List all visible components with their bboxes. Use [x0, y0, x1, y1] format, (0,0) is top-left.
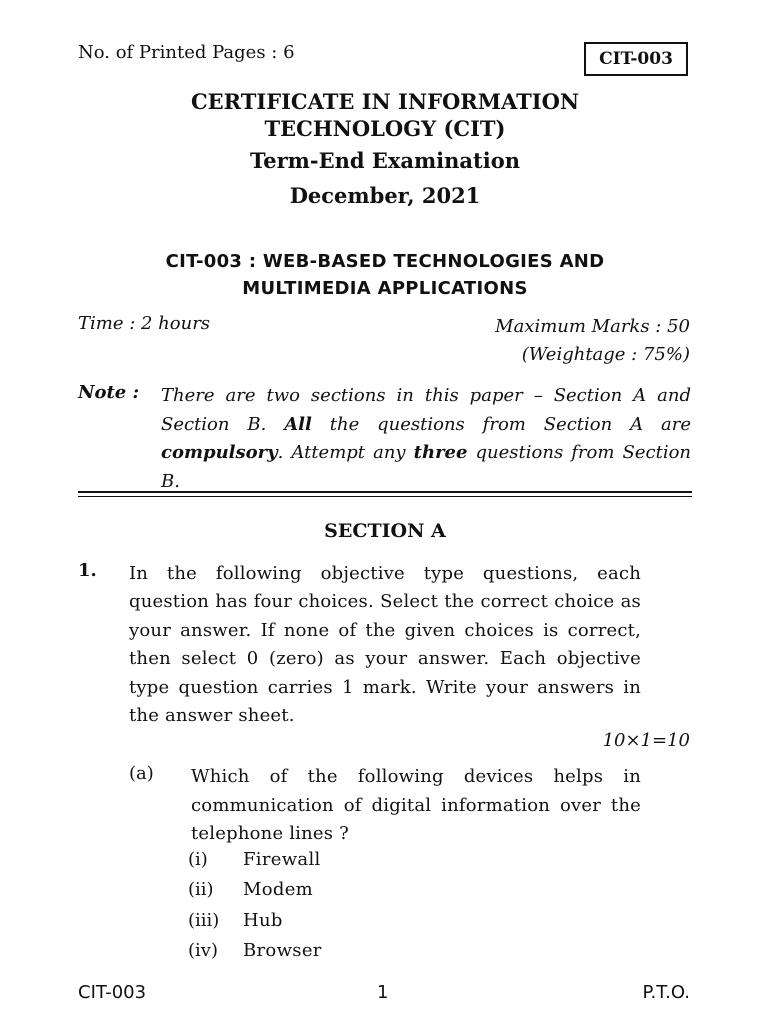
note-bold-all: All — [284, 413, 312, 435]
option-i-text: Firewall — [243, 849, 321, 870]
subquestion-a-label: (a) — [129, 763, 154, 784]
divider-thin — [78, 496, 692, 497]
marks-info — [495, 313, 690, 369]
course-title-line2: MULTIMEDIA APPLICATIONS — [242, 278, 528, 299]
note-part1: There are two sections in this paper – Section A and Section B. — [161, 385, 691, 435]
question-1-marks: 10×1=10 — [602, 730, 690, 751]
note-part3: . Attempt any — [277, 442, 414, 463]
programme-title-line1: CERTIFICATE IN INFORMATION — [190, 89, 580, 114]
option-ii-text: Modem — [243, 879, 314, 900]
printed-pages: No. of Printed Pages : 6 — [78, 42, 295, 63]
programme-title-line2: TECHNOLOGY (CIT) — [264, 116, 506, 141]
footer-page-number: 1 — [377, 982, 389, 1003]
paper-code-box: CIT-003 — [584, 42, 688, 76]
exam-title: Term-End Examination — [249, 148, 520, 173]
section-a-heading: SECTION A — [324, 520, 446, 542]
course-title-line1: CIT-003 : WEB-BASED TECHNOLOGIES AND — [165, 251, 605, 272]
divider-thick — [78, 491, 692, 493]
exam-date: December, 2021 — [289, 183, 481, 208]
course-title — [78, 248, 692, 302]
programme-title — [78, 88, 692, 142]
question-1-text: In the following objective type questions, each question has four choices. Select the correct choice as your answer. If none of the given choices is correct, then select 0 (zero) as your answer. Each objective type question carries 1 mark. Write your answers in the answer sheet. — [129, 563, 641, 727]
option-i-label: (i) — [188, 849, 208, 870]
time-allowed: Time : 2 hours — [78, 313, 211, 334]
note-bold-three: three — [413, 442, 468, 463]
note-part2: the questions from Section A are — [311, 413, 691, 435]
note-bold-compulsory: compulsory — [161, 442, 278, 463]
weightage: (Weightage : 75%) — [521, 344, 690, 365]
maximum-marks: Maximum Marks : 50 — [495, 316, 690, 337]
option-iii-text: Hub — [243, 910, 283, 931]
option-iii-label: (iii) — [188, 910, 220, 931]
question-1-number: 1. — [78, 560, 97, 581]
option-iv-label: (iv) — [188, 940, 218, 961]
note-text — [161, 382, 691, 496]
note-part4: questions from Section B. — [161, 442, 691, 492]
option-iv-text: Browser — [243, 940, 322, 961]
footer-pto: P.T.O. — [642, 982, 690, 1003]
subquestion-a-text: Which of the following devices helps in communication of digital information over the telephone lines ? — [191, 766, 641, 845]
option-ii-label: (ii) — [188, 879, 214, 900]
footer-paper-code: CIT-003 — [78, 982, 147, 1003]
note-label: Note : — [78, 382, 140, 403]
